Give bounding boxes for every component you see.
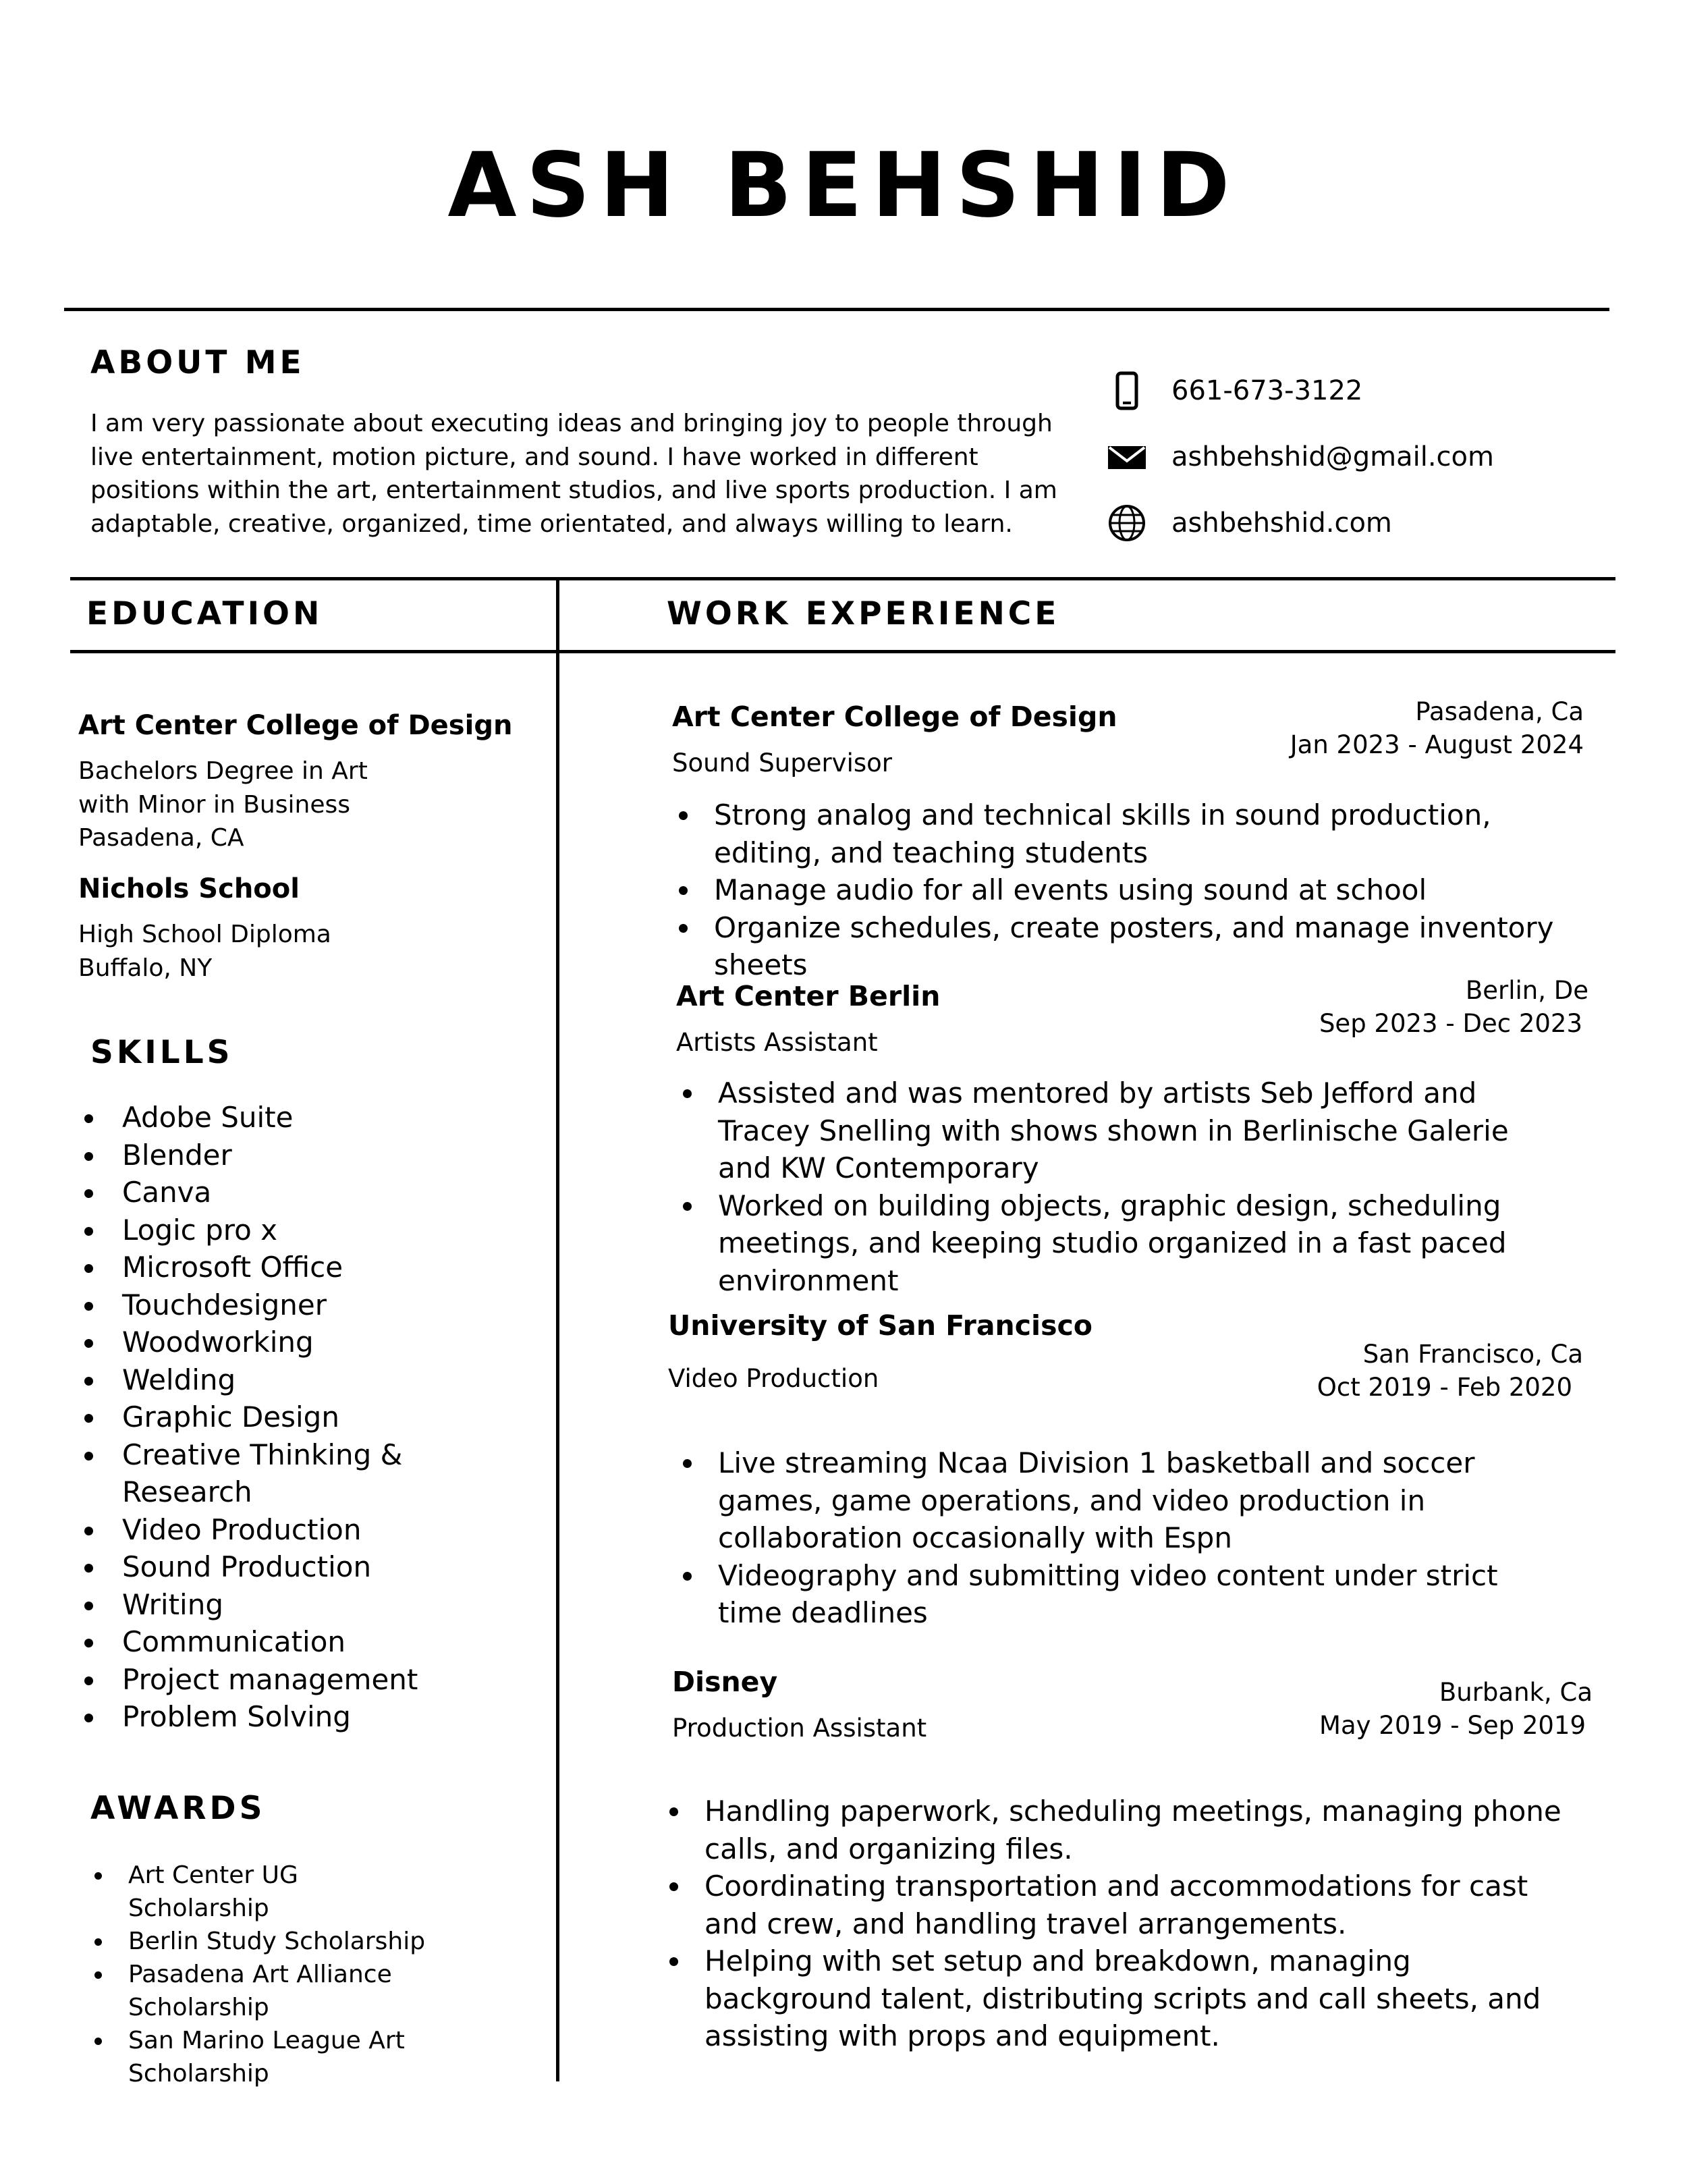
resume-name: ASH BEHSHID (447, 134, 1240, 238)
job-company: Disney (672, 1666, 778, 1698)
job-dates: May 2019 - Sep 2019 (1319, 1711, 1586, 1740)
job-bullets (672, 796, 1576, 984)
list-item: Pasadena Art Alliance Scholarship (90, 1958, 428, 2024)
list-item: Manage audio for all events using sound at school (672, 871, 1576, 909)
job-location: Burbank, Ca (1439, 1678, 1593, 1707)
list-item: Touchdesigner (84, 1286, 435, 1324)
school-name: Art Center College of Design (78, 710, 513, 741)
list-item: Welding (84, 1361, 435, 1399)
mail-icon (1107, 437, 1147, 477)
list-item: Blender (84, 1137, 435, 1174)
column-divider (556, 578, 559, 2081)
phone-number: 661-673-3122 (1171, 375, 1363, 406)
section-divider (70, 577, 1615, 580)
job-dates: Jan 2023 - August 2024 (1290, 730, 1584, 759)
phone-icon (1107, 371, 1147, 411)
list-item: Canva (84, 1174, 435, 1211)
education-heading: EDUCATION (86, 595, 323, 632)
list-item: Woodworking (84, 1323, 435, 1361)
job-dates: Sep 2023 - Dec 2023 (1319, 1009, 1582, 1038)
list-item: Live streaming Ncaa Division 1 basketball and soccer games, game operations, and video production in collaboration occasionally with Espn (676, 1444, 1567, 1557)
job-company: Art Center Berlin (676, 980, 941, 1012)
list-item: Worked on building objects, graphic design, scheduling meetings, and keeping studio organized in a fast paced environment (676, 1187, 1567, 1300)
awards-list (90, 1859, 428, 2090)
about-text: I am very passionate about executing ideas and bringing joy to people through live entertainment, motion picture, and sound. I have worked in different positions within the art, entertainment studios, and live sports production. I am adaptable, creative, organized, time orientated, and always willing to learn. (90, 410, 1057, 538)
list-item: Microsoft Office (84, 1249, 435, 1286)
job-role: Video Production (668, 1364, 879, 1393)
education-detail: High School Diploma (78, 921, 331, 948)
job-dates: Oct 2019 - Feb 2020 (1317, 1373, 1572, 1402)
education-detail: with Minor in Business (78, 790, 350, 819)
top-divider (64, 308, 1609, 311)
contact-email (1107, 433, 1494, 481)
list-item: Sound Production (84, 1548, 435, 1586)
list-item: Videography and submitting video content under strict time deadlines (676, 1557, 1567, 1632)
education-item (78, 872, 331, 985)
job-role: Sound Supervisor (672, 748, 892, 777)
job-role: Production Assistant (672, 1714, 927, 1743)
list-item: Coordinating transportation and accommodations for cast and crew, and handling travel arrangements. (663, 1867, 1567, 1942)
list-item: Creative Thinking & Research (84, 1436, 435, 1511)
contact-phone (1107, 367, 1362, 414)
skills-heading: SKILLS (90, 1034, 233, 1071)
education-item (78, 709, 512, 855)
education-detail: Pasadena, CA (78, 824, 244, 852)
list-item: Assisted and was mentored by artists Seb Jefford and Tracey Snelling with shows shown in Berlinische Galerie and KW Contemporary (676, 1074, 1567, 1187)
awards-heading: AWARDS (90, 1790, 266, 1827)
list-item: Communication (84, 1623, 435, 1661)
list-item: Art Center UG Scholarship (90, 1859, 428, 1925)
list-item: Helping with set setup and breakdown, managing background talent, distributing scripts and call sheets, and assisting with props and equipment. (663, 1942, 1567, 2055)
list-item: Writing (84, 1586, 435, 1624)
education-detail: Buffalo, NY (78, 954, 213, 982)
globe-icon (1107, 503, 1147, 543)
heading-divider (70, 650, 1615, 653)
list-item: Graphic Design (84, 1398, 435, 1436)
job-bullets (663, 1793, 1567, 2055)
list-item: Berlin Study Scholarship (90, 1925, 428, 1958)
education-detail: Bachelors Degree in Art (78, 757, 368, 785)
list-item: Project management (84, 1661, 435, 1699)
list-item: Logic pro x (84, 1211, 435, 1249)
contact-website (1107, 499, 1392, 547)
job-location: Berlin, De (1465, 976, 1588, 1005)
list-item: Adobe Suite (84, 1099, 435, 1137)
list-item: Organize schedules, create posters, and manage inventory sheets (672, 909, 1576, 984)
list-item: San Marino League Art Scholarship (90, 2024, 428, 2090)
job-company: University of San Francisco (668, 1309, 1093, 1342)
job-bullets (676, 1074, 1567, 1299)
job-company: Art Center College of Design (672, 701, 1117, 733)
list-item: Handling paperwork, scheduling meetings, managing phone calls, and organizing files. (663, 1793, 1567, 1867)
job-location: San Francisco, Ca (1362, 1340, 1583, 1369)
list-item: Problem Solving (84, 1698, 435, 1736)
skills-list (84, 1099, 435, 1736)
email-address: ashbehshid@gmail.com (1171, 441, 1494, 472)
job-bullets (676, 1444, 1567, 1632)
school-name: Nichols School (78, 873, 300, 904)
job-location: Pasadena, Ca (1415, 697, 1584, 726)
about-heading: ABOUT ME (90, 344, 305, 381)
website-url: ashbehshid.com (1171, 508, 1392, 539)
work-heading: WORK EXPERIENCE (667, 595, 1060, 632)
job-role: Artists Assistant (676, 1028, 878, 1057)
list-item: Strong analog and technical skills in sound production, editing, and teaching students (672, 796, 1576, 871)
list-item: Video Production (84, 1511, 435, 1549)
